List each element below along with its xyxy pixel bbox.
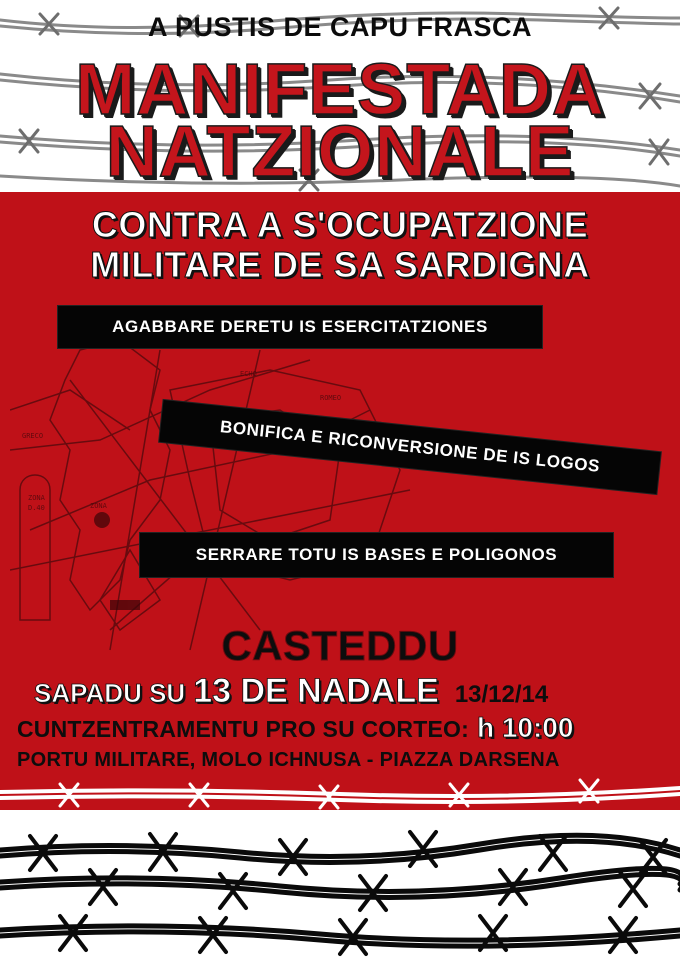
barbed-wire-icon bbox=[0, 770, 680, 960]
meeting-line bbox=[17, 712, 677, 744]
svg-text:D.40: D.40 bbox=[28, 504, 45, 512]
city-name: CASTEDDU bbox=[221, 622, 459, 669]
svg-text:ECHO: ECHO bbox=[240, 370, 257, 378]
meeting-place: PORTU MILITARE, MOLO ICHNUSA - PIAZZA DARSENA bbox=[17, 749, 560, 771]
demand-box-1: AGABBARE DERETU IS ESERCITATZIONES bbox=[58, 306, 542, 348]
date-numeric: 13/12/14 bbox=[454, 681, 549, 708]
demand-box-3: SERRARE TOTU IS BASES E POLIGONOS bbox=[140, 533, 613, 577]
day-label: SAPADU SU bbox=[34, 678, 186, 708]
date-line bbox=[34, 672, 674, 711]
title-line-1: MANIFESTADA bbox=[75, 50, 605, 130]
svg-text:ROMEO: ROMEO bbox=[320, 394, 342, 402]
military-zones-map-icon bbox=[10, 330, 420, 660]
against-line-1: CONTRA A S'OCUPATZIONE bbox=[91, 204, 589, 245]
date-text: 13 DE NADALE bbox=[193, 672, 439, 710]
svg-text:ZONA: ZONA bbox=[90, 502, 107, 510]
meeting-label: CUNTZENTRAMENTU PRO SU CORTEO: bbox=[17, 716, 469, 742]
subtitle: A PUSTIS DE CAPU FRASCA bbox=[147, 12, 533, 42]
meeting-time: h 10:00 bbox=[476, 712, 574, 743]
svg-text:GRECO: GRECO bbox=[22, 432, 44, 440]
demand-box-2: BONIFICA E RICONVERSIONE DE IS LOGOS bbox=[159, 400, 661, 494]
title-line-2: NATZIONALE bbox=[105, 112, 575, 192]
svg-text:ZONA: ZONA bbox=[28, 494, 45, 502]
against-line-2: MILITARE DE SA SARDIGNA bbox=[90, 244, 590, 285]
